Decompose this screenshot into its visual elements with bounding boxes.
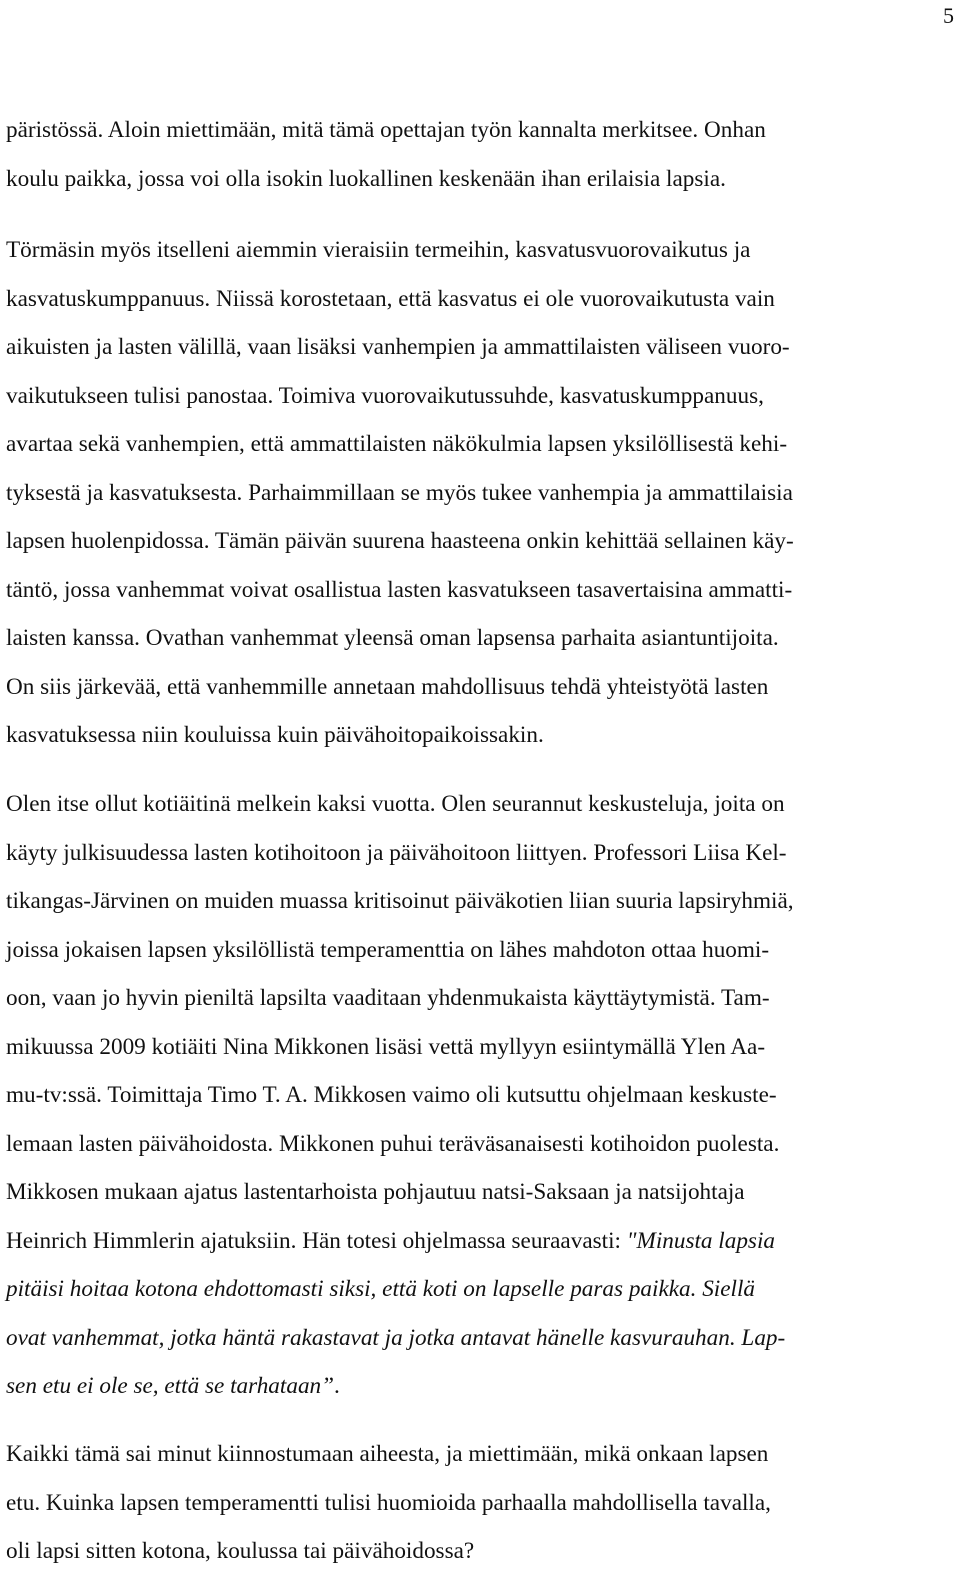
text-line: lemaan lasten päivähoidosta. Mikkonen puhui teräväsanaisesti kotihoidon puolesta. (6, 1130, 780, 1157)
quote-line: pitäisi hoitaa kotona ehdottomasti siksi, että koti on lapselle paras paikka. Siellä (6, 1276, 756, 1302)
paragraph-4 (6, 1430, 952, 1576)
quote-text: "Minusta lapsia (626, 1227, 775, 1254)
plain-text: . (334, 1373, 340, 1399)
text-line: vaikutukseen tulisi panostaa. Toimiva vuorovaikutussuhde, kasvatuskumppanuus, (6, 382, 764, 409)
text-line: mu-tv:ssä. Toimittaja Timo T. A. Mikkosen vaimo oli kutsuttu ohjelmaan keskuste- (6, 1082, 777, 1108)
text-line-with-quote-start (6, 1217, 952, 1266)
paragraph-3 (6, 780, 952, 1411)
page-number: 5 (943, 3, 954, 28)
paragraph-1 (6, 106, 952, 203)
text-line: Olen itse ollut kotiäitinä melkein kaksi vuotta. Olen seurannut keskusteluja, joita on (6, 791, 785, 817)
text-line: kasvatuskumppanuus. Niissä korostetaan, että kasvatus ei ole vuorovaikutusta vain (6, 285, 775, 312)
text-line: On siis järkevää, että vanhemmille annetaan mahdollisuus tehdä yhteistyötä lasten (6, 673, 769, 700)
text-line: oon, vaan jo hyvin pieniltä lapsilta vaaditaan yhdenmukaista käyttäytymistä. Tam- (6, 985, 770, 1011)
text-line: täntö, jossa vanhemmat voivat osallistua lasten kasvatukseen tasavertaisina ammatti- (6, 576, 793, 603)
text-line: kasvatuksessa niin kouluissa kuin päivähoitopaikoissakin. (6, 722, 544, 748)
quote-line: ovat vanhemmat, jotka häntä rakastavat ja jotka antavat hänelle kasvurauhan. Lap- (6, 1324, 786, 1351)
text-line: Mikkosen mukaan ajatus lastentarhoista pohjautuu natsi-Saksaan ja natsijohtaja (6, 1179, 745, 1205)
text-line: tikangas-Järvinen on muiden muassa kritisoinut päiväkotien liian suuria lapsiryhmiä, (6, 888, 794, 914)
text-line: avartaa sekä vanhempien, että ammattilaisten näkökulmia lapsen yksilöllisestä kehi- (6, 431, 788, 457)
text-line: päristössä. Aloin miettimään, mitä tämä opettajan työn kannalta merkitsee. Onhan (6, 117, 766, 143)
plain-text: Heinrich Himmlerin ajatuksiin. Hän totesi ohjelmassa seuraavasti: (6, 1227, 627, 1254)
text-line: koulu paikka, jossa voi olla isokin luokallinen keskenään ihan erilaisia lapsia. (6, 165, 726, 192)
text-line: joissa jokaisen lapsen yksilöllistä temperamenttia on lähes mahdoton ottaa huomi- (6, 936, 770, 963)
text-line: lapsen huolenpidossa. Tämän päivän suurena haasteena onkin kehittää sellainen käy- (6, 528, 794, 554)
text-line: käyty julkisuudessa lasten kotihoitoon ja päivähoitoon liittyen. Professori Liisa Kel- (6, 839, 787, 866)
text-line: oli lapsi sitten kotona, koulussa tai päivähoidossa? (6, 1538, 475, 1564)
text-line: etu. Kuinka lapsen temperamentti tulisi huomioida parhaalla mahdollisella tavalla, (6, 1489, 771, 1516)
text-line: tyksestä ja kasvatuksesta. Parhaimmillaan se myös tukee vanhempia ja ammattilaisia (6, 479, 793, 506)
quote-end-line (6, 1362, 952, 1411)
text-line: Kaikki tämä sai minut kiinnostumaan aiheesta, ja miettimään, mikä onkaan lapsen (6, 1441, 769, 1467)
text-line: aikuisten ja lasten välillä, vaan lisäksi vanhempien ja ammattilaisten väliseen vuoro- (6, 334, 790, 360)
text-line: mikuussa 2009 kotiäiti Nina Mikkonen lisäsi vettä myllyyn esiintymällä Ylen Aa- (6, 1033, 766, 1060)
quote-text: sen etu ei ole se, että se tarhataan” (6, 1373, 335, 1399)
text-line: laisten kanssa. Ovathan vanhemmat yleensä oman lapsensa parhaita asiantuntijoita. (6, 625, 779, 651)
paragraph-2 (6, 226, 952, 760)
text-line: Törmäsin myös itselleni aiemmin vieraisiin termeihin, kasvatusvuorovaikutus ja (6, 237, 751, 263)
